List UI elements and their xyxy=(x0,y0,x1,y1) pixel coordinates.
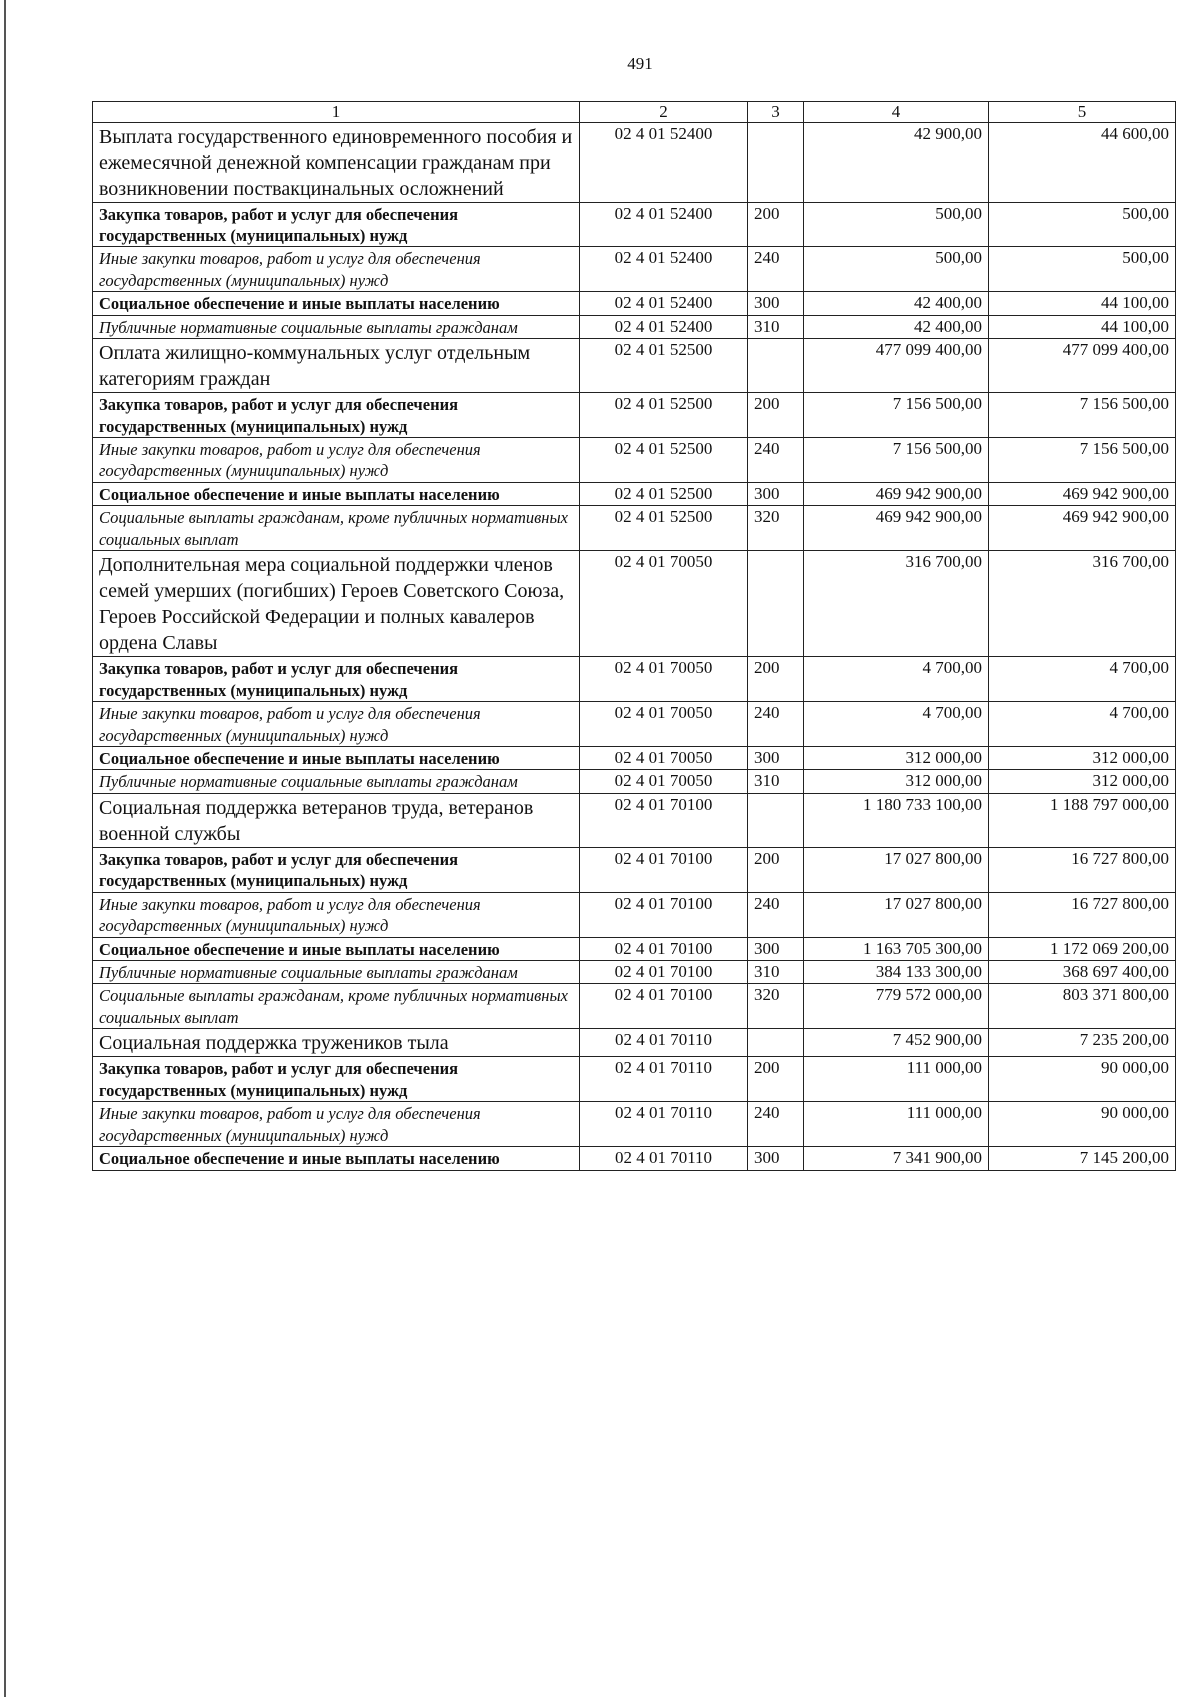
cell-target-article: 02 4 01 70110 xyxy=(580,1102,748,1147)
cell-name: Публичные нормативные социальные выплаты гражданам xyxy=(93,770,580,793)
cell-name: Закупка товаров, работ и услуг для обеспечения государственных (муниципальных) нужд xyxy=(93,393,580,438)
cell-expense-type xyxy=(748,793,804,847)
cell-amount-year2: 312 000,00 xyxy=(989,746,1176,769)
cell-amount-year2: 1 188 797 000,00 xyxy=(989,793,1176,847)
table-row xyxy=(93,793,1176,847)
cell-amount-year1: 42 400,00 xyxy=(804,315,989,338)
cell-amount-year1: 111 000,00 xyxy=(804,1102,989,1147)
cell-amount-year1: 7 452 900,00 xyxy=(804,1029,989,1057)
cell-amount-year1: 1 163 705 300,00 xyxy=(804,937,989,960)
cell-amount-year1: 4 700,00 xyxy=(804,702,989,747)
cell-expense-type xyxy=(748,122,804,202)
cell-amount-year2: 44 600,00 xyxy=(989,122,1176,202)
cell-expense-type: 300 xyxy=(748,482,804,505)
cell-expense-type: 320 xyxy=(748,506,804,551)
cell-expense-type: 320 xyxy=(748,984,804,1029)
cell-target-article: 02 4 01 70050 xyxy=(580,551,748,657)
cell-target-article: 02 4 01 52400 xyxy=(580,315,748,338)
cell-amount-year1: 316 700,00 xyxy=(804,551,989,657)
cell-amount-year2: 312 000,00 xyxy=(989,770,1176,793)
table-row xyxy=(93,482,1176,505)
cell-amount-year1: 7 341 900,00 xyxy=(804,1147,989,1170)
cell-amount-year2: 7 156 500,00 xyxy=(989,438,1176,483)
cell-name: Социальное обеспечение и иные выплаты населению xyxy=(93,1147,580,1170)
cell-target-article: 02 4 01 70050 xyxy=(580,657,748,702)
table-row xyxy=(93,122,1176,202)
cell-name: Социальное обеспечение и иные выплаты населению xyxy=(93,292,580,315)
cell-amount-year1: 477 099 400,00 xyxy=(804,339,989,393)
cell-expense-type xyxy=(748,339,804,393)
table-row xyxy=(93,506,1176,551)
table-row xyxy=(93,1057,1176,1102)
cell-expense-type: 240 xyxy=(748,702,804,747)
table-row xyxy=(93,551,1176,657)
cell-expense-type: 300 xyxy=(748,292,804,315)
cell-expense-type: 300 xyxy=(748,937,804,960)
cell-name: Социальное обеспечение и иные выплаты населению xyxy=(93,937,580,960)
cell-target-article: 02 4 01 52500 xyxy=(580,339,748,393)
cell-expense-type: 300 xyxy=(748,1147,804,1170)
cell-amount-year2: 7 145 200,00 xyxy=(989,1147,1176,1170)
table-row xyxy=(93,961,1176,984)
table-row xyxy=(93,702,1176,747)
cell-amount-year1: 17 027 800,00 xyxy=(804,847,989,892)
cell-amount-year2: 4 700,00 xyxy=(989,702,1176,747)
table-row xyxy=(93,847,1176,892)
cell-target-article: 02 4 01 52400 xyxy=(580,247,748,292)
table-row xyxy=(93,892,1176,937)
cell-amount-year2: 7 156 500,00 xyxy=(989,393,1176,438)
cell-amount-year2: 7 235 200,00 xyxy=(989,1029,1176,1057)
cell-amount-year2: 44 100,00 xyxy=(989,315,1176,338)
cell-target-article: 02 4 01 52400 xyxy=(580,122,748,202)
cell-expense-type xyxy=(748,1029,804,1057)
cell-target-article: 02 4 01 52400 xyxy=(580,202,748,247)
cell-name: Социальные выплаты гражданам, кроме публичных нормативных социальных выплат xyxy=(93,984,580,1029)
cell-expense-type: 200 xyxy=(748,657,804,702)
cell-target-article: 02 4 01 52500 xyxy=(580,438,748,483)
cell-amount-year2: 316 700,00 xyxy=(989,551,1176,657)
cell-amount-year2: 90 000,00 xyxy=(989,1102,1176,1147)
cell-expense-type: 240 xyxy=(748,438,804,483)
cell-amount-year2: 368 697 400,00 xyxy=(989,961,1176,984)
cell-amount-year1: 17 027 800,00 xyxy=(804,892,989,937)
cell-target-article: 02 4 01 70100 xyxy=(580,847,748,892)
cell-name: Иные закупки товаров, работ и услуг для обеспечения государственных (муниципальных) нужд xyxy=(93,702,580,747)
cell-name: Иные закупки товаров, работ и услуг для обеспечения государственных (муниципальных) нужд xyxy=(93,892,580,937)
cell-amount-year1: 312 000,00 xyxy=(804,770,989,793)
cell-name: Закупка товаров, работ и услуг для обеспечения государственных (муниципальных) нужд xyxy=(93,1057,580,1102)
cell-expense-type: 310 xyxy=(748,961,804,984)
cell-amount-year2: 90 000,00 xyxy=(989,1057,1176,1102)
cell-name: Дополнительная мера социальной поддержки членов семей умерших (погибших) Героев Советского Союза, Героев Российской Федерации и полных кавалеров ордена Славы xyxy=(93,551,580,657)
cell-amount-year1: 42 400,00 xyxy=(804,292,989,315)
table-row xyxy=(93,657,1176,702)
cell-expense-type: 240 xyxy=(748,247,804,292)
cell-expense-type xyxy=(748,551,804,657)
cell-target-article: 02 4 01 70100 xyxy=(580,793,748,847)
table-row xyxy=(93,1029,1176,1057)
cell-target-article: 02 4 01 70110 xyxy=(580,1029,748,1057)
cell-amount-year1: 384 133 300,00 xyxy=(804,961,989,984)
cell-amount-year1: 500,00 xyxy=(804,247,989,292)
cell-amount-year2: 469 942 900,00 xyxy=(989,482,1176,505)
cell-name: Публичные нормативные социальные выплаты гражданам xyxy=(93,315,580,338)
cell-expense-type: 200 xyxy=(748,393,804,438)
budget-table xyxy=(92,101,1176,1171)
table-row xyxy=(93,393,1176,438)
cell-name: Иные закупки товаров, работ и услуг для обеспечения государственных (муниципальных) нужд xyxy=(93,247,580,292)
cell-amount-year1: 111 000,00 xyxy=(804,1057,989,1102)
cell-amount-year2: 477 099 400,00 xyxy=(989,339,1176,393)
cell-name: Социальное обеспечение и иные выплаты населению xyxy=(93,746,580,769)
cell-target-article: 02 4 01 52500 xyxy=(580,393,748,438)
cell-target-article: 02 4 01 70050 xyxy=(580,702,748,747)
table-row xyxy=(93,247,1176,292)
table-header xyxy=(93,102,1176,123)
cell-name: Закупка товаров, работ и услуг для обеспечения государственных (муниципальных) нужд xyxy=(93,202,580,247)
cell-amount-year1: 469 942 900,00 xyxy=(804,482,989,505)
cell-amount-year2: 500,00 xyxy=(989,202,1176,247)
cell-amount-year1: 779 572 000,00 xyxy=(804,984,989,1029)
cell-name: Закупка товаров, работ и услуг для обеспечения государственных (муниципальных) нужд xyxy=(93,847,580,892)
cell-amount-year1: 7 156 500,00 xyxy=(804,393,989,438)
cell-amount-year2: 1 172 069 200,00 xyxy=(989,937,1176,960)
cell-amount-year1: 500,00 xyxy=(804,202,989,247)
cell-name: Закупка товаров, работ и услуг для обеспечения государственных (муниципальных) нужд xyxy=(93,657,580,702)
cell-name: Социальное обеспечение и иные выплаты населению xyxy=(93,482,580,505)
scan-left-edge xyxy=(4,0,6,1697)
cell-amount-year1: 1 180 733 100,00 xyxy=(804,793,989,847)
header-row xyxy=(93,102,1176,123)
cell-target-article: 02 4 01 70050 xyxy=(580,746,748,769)
cell-amount-year2: 469 942 900,00 xyxy=(989,506,1176,551)
cell-name: Выплата государственного единовременного пособия и ежемесячной денежной компенсации гражданам при возникновении поствакцинальных осложнений xyxy=(93,122,580,202)
cell-amount-year1: 312 000,00 xyxy=(804,746,989,769)
header-col-year2: 5 xyxy=(989,102,1176,123)
table-row xyxy=(93,339,1176,393)
cell-amount-year1: 469 942 900,00 xyxy=(804,506,989,551)
cell-name: Иные закупки товаров, работ и услуг для обеспечения государственных (муниципальных) нужд xyxy=(93,438,580,483)
cell-expense-type: 310 xyxy=(748,315,804,338)
cell-target-article: 02 4 01 52500 xyxy=(580,482,748,505)
table-row xyxy=(93,1102,1176,1147)
cell-target-article: 02 4 01 70110 xyxy=(580,1057,748,1102)
cell-target-article: 02 4 01 52500 xyxy=(580,506,748,551)
cell-expense-type: 310 xyxy=(748,770,804,793)
header-col-csr: 2 xyxy=(580,102,748,123)
cell-expense-type: 300 xyxy=(748,746,804,769)
cell-name: Оплата жилищно-коммунальных услуг отдельным категориям граждан xyxy=(93,339,580,393)
cell-amount-year1: 42 900,00 xyxy=(804,122,989,202)
cell-name: Социальная поддержка тружеников тыла xyxy=(93,1029,580,1057)
cell-amount-year2: 16 727 800,00 xyxy=(989,892,1176,937)
cell-target-article: 02 4 01 70100 xyxy=(580,892,748,937)
cell-name: Социальная поддержка ветеранов труда, ветеранов военной службы xyxy=(93,793,580,847)
cell-expense-type: 200 xyxy=(748,847,804,892)
cell-amount-year2: 803 371 800,00 xyxy=(989,984,1176,1029)
table-row xyxy=(93,315,1176,338)
cell-amount-year2: 16 727 800,00 xyxy=(989,847,1176,892)
table-row xyxy=(93,292,1176,315)
cell-expense-type: 200 xyxy=(748,1057,804,1102)
header-col-vr: 3 xyxy=(748,102,804,123)
cell-expense-type: 240 xyxy=(748,1102,804,1147)
table-row xyxy=(93,202,1176,247)
cell-expense-type: 200 xyxy=(748,202,804,247)
cell-name: Публичные нормативные социальные выплаты гражданам xyxy=(93,961,580,984)
cell-amount-year1: 4 700,00 xyxy=(804,657,989,702)
table-row xyxy=(93,746,1176,769)
cell-expense-type: 240 xyxy=(748,892,804,937)
cell-target-article: 02 4 01 70100 xyxy=(580,984,748,1029)
cell-amount-year1: 7 156 500,00 xyxy=(804,438,989,483)
page-number: 491 xyxy=(627,54,653,73)
cell-target-article: 02 4 01 52400 xyxy=(580,292,748,315)
cell-amount-year2: 44 100,00 xyxy=(989,292,1176,315)
cell-amount-year2: 4 700,00 xyxy=(989,657,1176,702)
table-row xyxy=(93,937,1176,960)
cell-name: Иные закупки товаров, работ и услуг для обеспечения государственных (муниципальных) нужд xyxy=(93,1102,580,1147)
cell-target-article: 02 4 01 70100 xyxy=(580,937,748,960)
cell-amount-year2: 500,00 xyxy=(989,247,1176,292)
table-row xyxy=(93,770,1176,793)
table-row xyxy=(93,438,1176,483)
table-body xyxy=(93,122,1176,1170)
cell-target-article: 02 4 01 70110 xyxy=(580,1147,748,1170)
header-col-name: 1 xyxy=(93,102,580,123)
cell-name: Социальные выплаты гражданам, кроме публичных нормативных социальных выплат xyxy=(93,506,580,551)
table-row xyxy=(93,1147,1176,1170)
cell-target-article: 02 4 01 70050 xyxy=(580,770,748,793)
cell-target-article: 02 4 01 70100 xyxy=(580,961,748,984)
header-col-year1: 4 xyxy=(804,102,989,123)
table-row xyxy=(93,984,1176,1029)
